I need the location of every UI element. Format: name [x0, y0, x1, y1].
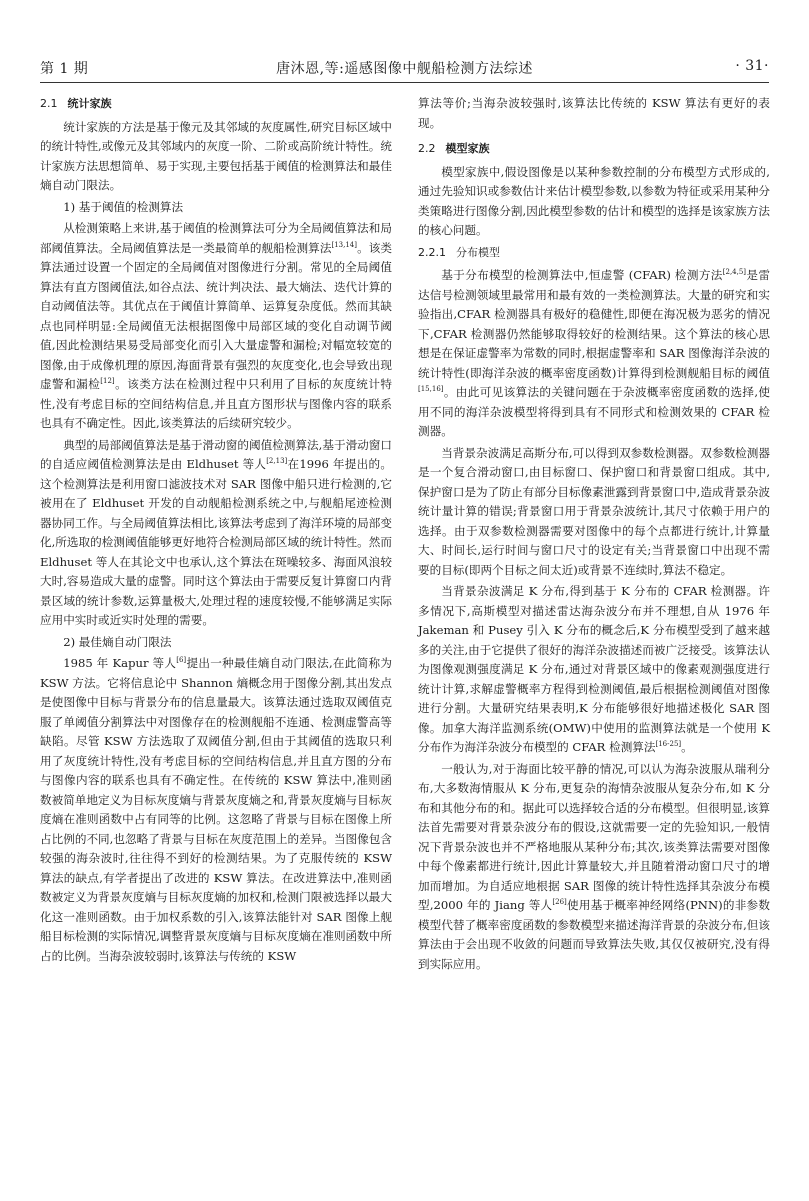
paragraph: 模型家族中,假设图像是以某种参数控制的分布模型方式形成的,通过先验知识或参数估计来估计模型参数,以参数为特征或采用某种分类策略进行图像分割,因此模型参数的估计和模型的选择是该家族方法的核心问题。 [418, 164, 770, 237]
paragraph: 从检测策略上来讲,基于阈值的检测算法可分为全局阈值算法和局部阈值算法。全局阈值算法是一类最简单的舰船检测算法[13,14]。该类算法通过设置一个固定的全局阈值对图像进行分割。常见的全局阈值算法有直方图阈值法,如谷点法、统计判决法、最大熵法、迭代计算的自动阈值法等。其优点在于阈值计算简单、运算复杂度低。然而其缺点也同样明显:全局阈值无法根据图像中局部区域的变化自动调节阈值,因此检测结果易受局部变化而引入大量虚警和漏检;对幅宽较宽的图像,由于成像机理的原因,海面背景有强烈的灰度变化,也会导致出现虚警和漏检[12]。该类方法在检测过程中只利用了目标的灰度统计特性,没有考虑目标的空间结构信息,并且直方图形状与图像内容的联系也具有不确定性。因此,该类算法的后续研究较少。 [40, 221, 392, 430]
page-header [40, 0, 769, 83]
paragraph: 统计家族的方法是基于像元及其邻域的灰度属性,研究目标区域中的统计特性,或像元及其邻域内的灰度一阶、二阶或高阶统计特性。统计家族方法思想简单、易于实现,主要包括基于阈值的检测算法和最佳熵自动门限法。 [40, 119, 392, 192]
paragraph: 一般认为,对于海面比较平静的情况,可以认为海杂波服从瑞利分布,大多数海情服从 K 分布,更复杂的海情杂波服从复杂分布,如 K 分布和其他分布的和。据此可以选择较合适的分布模型。但很明显,该算法首先需要对背景杂波分布的假设,这就需要一定的先验知识,一般情况下背景杂波也并不严格地服从某种分布;其次,该类算法需要对图像中每个像素都进行统计,因此计算量较大,并且随着滑动窗口尺寸的增加而增加。为自适应地根据 SAR 图像的统计特性选择其杂波分布模型,2000 年的 Jiang 等人[26]使用基于概率神经网络(PNN)的非参数模型代替了概率密度函数的参数模型来描述海洋背景的杂波分布,但该算法由于会出现不收敛的问题而导致算法失败,其仅仅被研究,没有得到实际应用。 [418, 761, 770, 971]
subheading-entropy: 2) 最佳熵自动门限法 [63, 634, 172, 649]
left-column [40, 94, 392, 968]
section-2-1-heading: 2.1 统计家族 [40, 97, 112, 110]
paragraph: 基于分布模型的检测算法中,恒虚警 (CFAR) 检测方法[2,4,5]是雷达信号检测领域里最常用和最有效的一类检测算法。大量的研究和实验指出,CFAR 检测器具有极好的稳健性,即便在海况极为恶劣的情况下,CFAR 检测器仍然能够取得较好的检测结果。这个算法的核心思想是在保证虚警率为常数的同时,根据虚警率和 SAR 图像海洋杂波的统计特性(即海洋杂波的概率密度函数)计算得到检测舰船目标的阈值[15,16]。由此可见该算法的关键问题在于杂波概率密度函数的选择,使用不同的海洋杂波模型将得到具有不同形式和检测效果的 CFAR 检测器。 [418, 268, 770, 438]
citation: [13,14] [331, 240, 357, 249]
right-column [418, 94, 770, 976]
citation: [15,16] [418, 385, 444, 393]
paragraph: 算法等价;当海杂波较强时,该算法比传统的 KSW 算法有更好的表现。 [418, 96, 770, 130]
issue-number: 第 1 期 [40, 61, 89, 77]
page-number: · 31· [735, 58, 769, 74]
citation: [2,13] [266, 457, 288, 465]
running-title: 唐沐恩,等:遥感图像中舰船检测方法综述 [276, 61, 533, 77]
citation: [16-25] [655, 740, 682, 748]
paragraph: 典型的局部阈值算法是基于滑动窗的阈值检测算法,基于滑动窗口的自适应阈值检测算法是由 Eldhuset 等人[2,13]在1996 年提出的。这个检测算法是利用窗口滤波技术对 SAR 图像中船只进行检测的,它被用在了 Eldhuset 开发的自动舰船检测系统之中,与舰船尾迹检测器协同工作。与全局阈值算法相比,该算法考虑到了海洋环境的局部变化,所选取的检测阈值能够更好地符合检测局部区域的统计特性。然而 Eldhuset 等人在其论文中也承认,这个算法在斑噪较多、海面风浪较大时,容易造成大量的虚警。同时这个算法由于需要反复计算窗口内背景区域的统计参数,运算量极大,处理过程的速度较慢,不能够满足实际应用中实时或近实时处理的需要。 [40, 437, 392, 627]
paragraph: 当背景杂波满足 K 分布,得到基于 K 分布的 CFAR 检测器。许多情况下,高斯模型对描述雷达海杂波分布并不理想,自从 1976 年 Jakeman 和 Pusey 引入 K 分布的概念后,K 分布模型受到了越来越多的关注,由于它提供了很好的海洋杂波描述而被广泛接受。该算法认为图像观测强度满足 K 分布,通过对背景区域中的像素观测强度进行统计计算,求解虚警概率方程得到检测阈值,最后根据检测阈值对图像进行分割。大量研究结果表明,K 分布能够很好地描述极化 SAR 图像。加拿大海洋监测系统(OMW)中使用的监测算法就是一个使用 K 分布作为海洋杂波分布模型的 CFAR 检测算法[16-25]。 [418, 584, 770, 754]
subheading-threshold: 1) 基于阈值的检测算法 [63, 199, 184, 214]
section-2-2-heading: 2.2 模型家族 [418, 142, 490, 155]
citation: [6] [176, 656, 187, 664]
citation: [2,4,5] [722, 268, 747, 276]
citation: [12] [100, 377, 115, 385]
section-2-2-1-heading: 2.2.1 分布模型 [418, 245, 500, 259]
citation: [26] [552, 898, 567, 906]
paragraph: 1985 年 Kapur 等人[6]提出一种最佳熵自动门限法,在此简称为 KSW 方法。它将信息论中 Shannon 熵概念用于图像分割,其出发点是使图像中目标与背景分布的信息量最大。该算法通过选取双阈值克服了单阈值分割算法中对图像存在的检测舰船不连通、检测虚警高等缺陷。尽管 KSW 方法选取了双阈值分割,但由于其阈值的选取只利用了灰度统计特性,没有考虑目标的空间结构信息,并且直方图的分布与图像内容的联系也具有不确定性。在传统的 KSW 算法中,准则函数被简单地定义为目标灰度熵与背景灰度熵之和,背景灰度熵与目标灰度熵在准则函数中占有同等的比例。这忽略了背景与目标在图像上所占比例的不同,也忽略了背景与目标在灰度范围上的差异。当图像包含较强的海杂波时,往往得不到好的检测结果。为了克服传统的 KSW 算法的缺点,有学者提出了改进的 KSW 算法。在改进算法中,准则函数被定义为背景灰度熵与目标灰度熵的加权和,检测门限被选择以最大化这一准则函数。由于加权系数的引入,该算法能针对 SAR 图像上舰船目标检测的实际情况,调整背景灰度熵与目标灰度熵在准则函数中所占的比例。当海杂波较弱时,该算法与传统的 KSW [40, 656, 392, 963]
paragraph: 当背景杂波满足高斯分布,可以得到双参数检测器。双参数检测器是一个复合滑动窗口,由目标窗口、保护窗口和背景窗口组成。其中,保护窗口是为了防止有部分目标像素泄露到背景窗口中,造成背景杂波统计量计算的错误;背景窗口用于背景杂波统计,其尺寸依赖于用户的选择。由于双参数检测器需要对图像中的每个点都进行统计,计算量大、时间长,运行时间与窗口尺寸的设定有关;当背景窗口中出现不需要的目标(即两个目标之间太近)或背景不连续时,算法不稳定。 [418, 445, 770, 577]
